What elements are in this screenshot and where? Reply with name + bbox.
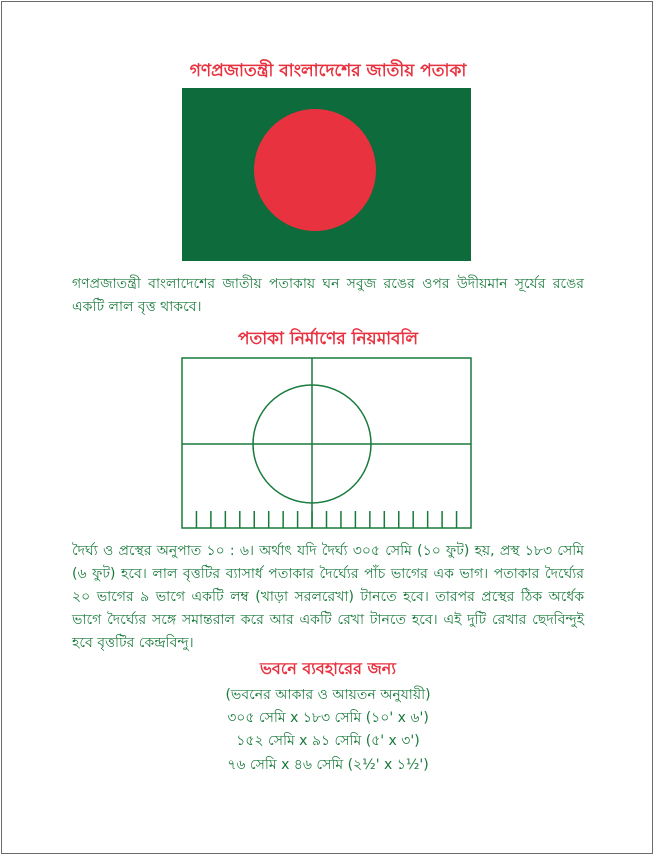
size-line: ৭৬ সেমি x ৪৬ সেমি (২½' x ১½') bbox=[227, 757, 429, 773]
page-title: গণপ্রজাতন্ত্রী বাংলাদেশের জাতীয় পতাকা bbox=[189, 61, 467, 81]
rules-heading: পতাকা নির্মাণের নিয়মাবলি bbox=[237, 329, 419, 349]
size-line: ৩০৫ সেমি x ১৮৩ সেমি (১০' x ৬') bbox=[227, 710, 429, 726]
diagram-division-ticks bbox=[196, 511, 456, 528]
intro-paragraph: গণপ্রজাতন্ত্রী বাংলাদেশের জাতীয় পতাকায় ঘন সবুজ রঙের ওপর উদীয়মান সূর্যের রঙের একটি লাল বৃত্ত থাকবে। bbox=[72, 276, 584, 315]
size-line: ১৫২ সেমি x ৯১ সেমি (৫' x ৩') bbox=[236, 733, 420, 749]
diagram-outline bbox=[182, 358, 471, 528]
rules-paragraph: দৈর্ঘ্য ও প্রস্থের অনুপাত ১০ : ৬। অর্থাৎ যদি দৈর্ঘ্য ৩০৫ সেমি (১০ ফুট) হয়, প্রস্থ ১৮৩ সেমি (৬ ফুট) হবে। লাল বৃত্তটির ব্যাসার্ধ পতাকার দৈর্ঘ্যের পাঁচ ভাগের এক ভাগ। পতাকার দৈর্ঘ্যের ২০ ভাগের ৯ ভাগে একটি লম্ব (খাড়া সরলরেখা) টানতে হবে। তারপর প্রস্থের ঠিক অর্ধেক ভাগে দৈর্ঘ্যের সঙ্গে সমান্তরাল করে আর একটি রেখা টানতে হবে। এই দুটি রেখার ছেদবিন্দুই হবে বৃত্তটির কেন্দ্রবিন্দু। bbox=[72, 543, 584, 651]
red-circle bbox=[254, 109, 376, 231]
usage-subtitle: (ভবনের আকার ও আয়তন অনুযায়ী) bbox=[225, 687, 431, 703]
usage-heading: ভবনে ব্যবহারের জন্য bbox=[260, 659, 396, 678]
bangladesh-flag-image bbox=[182, 88, 471, 261]
flag-construction-diagram bbox=[181, 357, 473, 530]
